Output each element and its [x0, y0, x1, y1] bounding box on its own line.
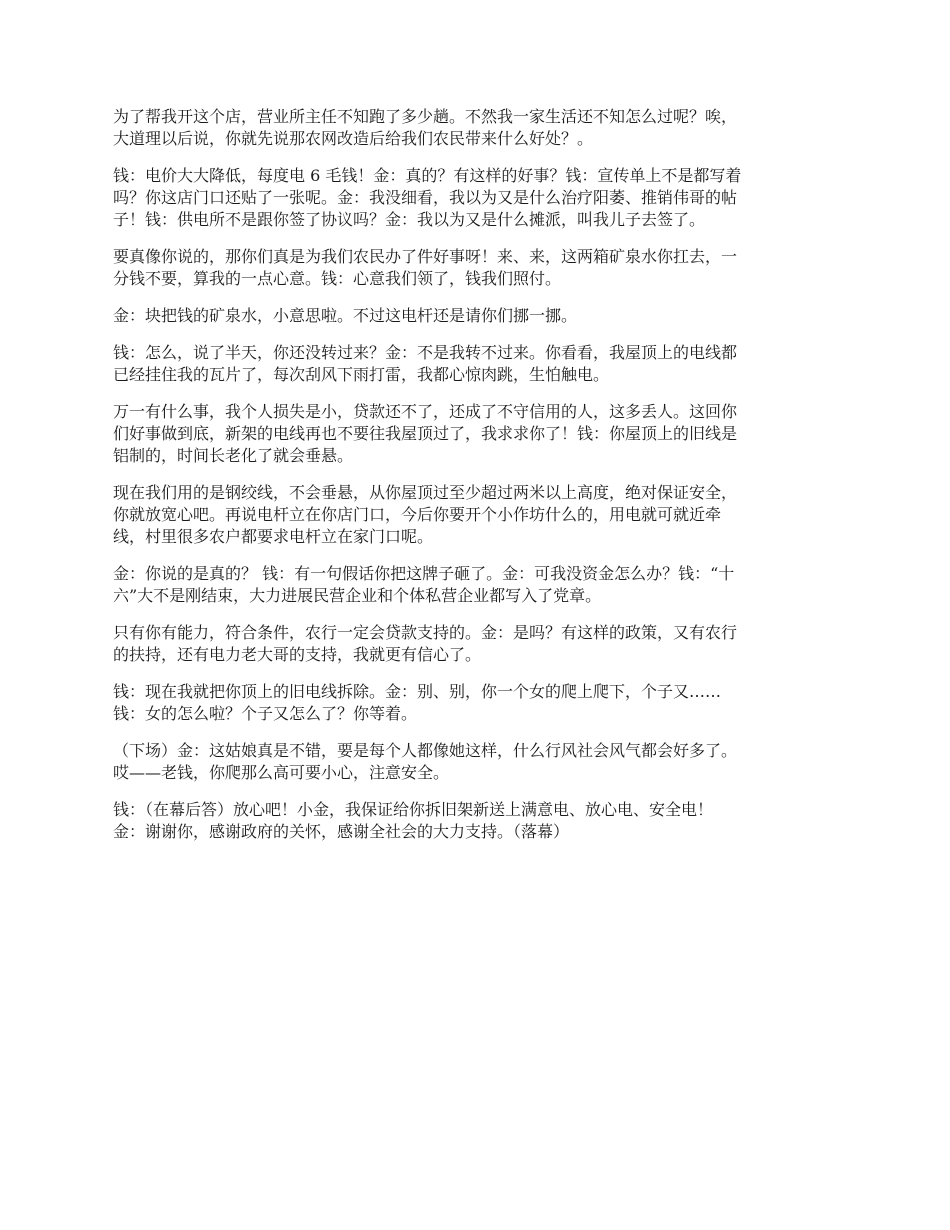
paragraph — [113, 305, 840, 327]
document-page — [113, 106, 840, 858]
text-line: 们好事做到底，新架的电线再也不要往我屋顶过了，我求求你了！钱：你屋顶上的旧线是 — [113, 424, 738, 443]
text-line: 子！钱：供电所不是跟你签了协议吗？金：我以为又是什么摊派，叫我儿子去签了。 — [113, 210, 706, 229]
paragraph — [113, 563, 840, 607]
text-line: 为了帮我开这个店，营业所主任不知跑了多少趟。不然我一家生活还不知怎么过呢？唉， — [113, 107, 738, 126]
paragraph — [113, 106, 840, 150]
text-line: 钱：女的怎么啦？个子又怎么了？你等着。 — [113, 704, 418, 723]
text-line: 万一有什么事，我个人损失是小，贷款还不了，还成了不守信用的人，这多丢人。这回你 — [113, 402, 738, 421]
paragraph — [113, 740, 840, 784]
text-line: 钱：电价大大降低，每度电 6 毛钱！金：真的？有这样的好事？钱：宣传单上不是都写着 — [113, 166, 742, 185]
paragraph — [113, 246, 840, 290]
paragraph — [113, 681, 840, 725]
text-line: 哎——老钱，你爬那么高可要小心，注意安全。 — [113, 763, 450, 782]
paragraph — [113, 799, 840, 843]
text-line: 已经挂住我的瓦片了，每次刮风下雨打雷，我都心惊肉跳，生怕触电。 — [113, 365, 610, 384]
text-line: 大道理以后说，你就先说那农网改造后给我们农民带来什么好处？。 — [113, 129, 594, 148]
text-line: 钱：怎么，说了半天，你还没转过来？金：不是我转不过来。你看看，我屋顶上的电线都 — [113, 343, 738, 362]
paragraph — [113, 401, 840, 467]
text-line: 金：块把钱的矿泉水，小意思啦。不过这电杆还是请你们挪一挪。 — [113, 306, 578, 325]
text-line: 你就放宽心吧。再说电杆立在你店门口，今后你要开个小作坊什么的，用电就可就近牵 — [113, 505, 722, 524]
paragraph — [113, 342, 840, 386]
text-line: （下场）金：这姑娘真是不错，要是每个人都像她这样，什么行风社会风气都会好多了。 — [113, 741, 738, 760]
text-line: 的扶持，还有电力老大哥的支持，我就更有信心了。 — [113, 645, 482, 664]
text-line: 金：你说的是真的？ 钱：有一句假话你把这牌子砸了。金：可我没资金怎么办？钱：“十 — [113, 564, 735, 583]
text-line: 六”大不是刚结束，大力进展民营企业和个体私营企业都写入了党章。 — [113, 586, 602, 605]
text-line: 只有你有能力，符合条件，农行一定会贷款支持的。金：是吗？有这样的政策，又有农行 — [113, 623, 738, 642]
paragraph — [113, 622, 840, 666]
text-line: 钱：（在幕后答）放心吧！小金，我保证给你拆旧架新送上满意电、放心电、安全电！ — [113, 800, 714, 819]
text-line: 吗？你这店门口还贴了一张呢。金：我没细看，我以为又是什么治疗阳萎、推销伟哥的帖 — [113, 188, 738, 207]
text-line: 分钱不要，算我的一点心意。钱：心意我们领了，钱我们照付。 — [113, 269, 562, 288]
text-line: 钱：现在我就把你顶上的旧电线拆除。金：别、别，你一个女的爬上爬下，个子又…… — [113, 682, 722, 701]
text-line: 要真像你说的，那你们真是为我们农民办了件好事呀！来、来，这两箱矿泉水你扛去，一 — [113, 247, 738, 266]
text-line: 线，村里很多农户都要求电杆立在家门口呢。 — [113, 527, 434, 546]
paragraph — [113, 482, 840, 548]
text-line: 铝制的，时间长老化了就会垂悬。 — [113, 446, 354, 465]
paragraph — [113, 165, 840, 231]
text-line: 现在我们用的是钢绞线，不会垂悬，从你屋顶过至少超过两米以上高度，绝对保证安全， — [113, 483, 738, 502]
text-line: 金：谢谢你，感谢政府的关怀，感谢全社会的大力支持。（落幕） — [113, 822, 570, 841]
